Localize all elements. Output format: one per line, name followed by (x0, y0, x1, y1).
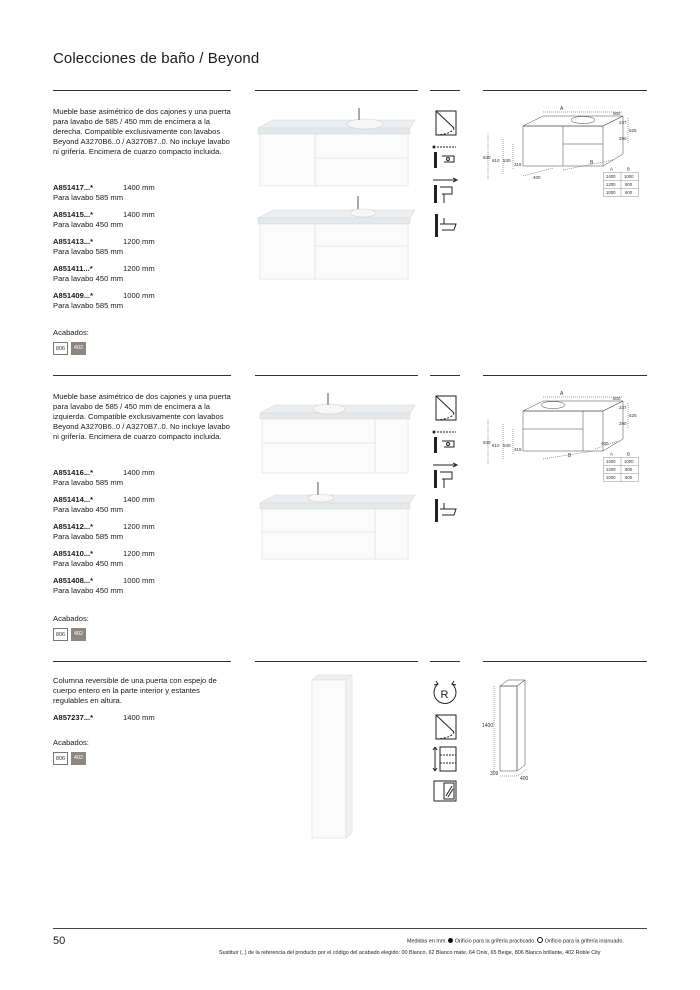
product-size: 1200 mm (123, 549, 155, 558)
filled-circle-icon (448, 938, 453, 943)
product-description: Columna reversible de una puerta con espejo de cuerpo entero en la parte interior y estantes regulables en altura. (53, 676, 217, 705)
product-basin: Para lavabo 585 mm (53, 247, 124, 256)
section-divider (255, 375, 418, 376)
table-head: A (610, 451, 614, 457)
table-cell: 1400 (606, 174, 616, 179)
section-divider (53, 375, 231, 376)
dim-label: 840 (483, 440, 491, 445)
mirror-door-icon (430, 776, 460, 806)
finishes-label: Acabados: (53, 328, 89, 337)
dim-label: 840 (483, 155, 491, 160)
legend-units: Medidas en mm. (407, 938, 447, 945)
tap-hole-icon (430, 427, 460, 457)
dim-label: 1400 (482, 723, 494, 729)
product-row (53, 210, 233, 230)
section-divider (255, 661, 418, 662)
product-size: 1400 mm (123, 210, 155, 219)
reversible-letter: R (440, 689, 449, 701)
adjustable-shelf-icon (430, 744, 460, 774)
page-number: 50 (53, 935, 66, 947)
wall-mount-icon (430, 210, 460, 240)
dimension-table (603, 450, 639, 482)
product-size: 1400 mm (123, 713, 155, 722)
product-size: 1000 mm (123, 576, 155, 585)
table-cell: 1000 (624, 174, 634, 179)
product-code: A857237...* (53, 713, 94, 722)
door-swing-icon (430, 108, 460, 138)
table-head: A (610, 166, 614, 172)
product-row (53, 291, 233, 311)
product-basin: Para lavabo 450 mm (53, 505, 124, 514)
dim-label: 500 (613, 111, 621, 116)
product-code: A851412...* (53, 522, 94, 531)
dim-label: 530 (503, 443, 511, 448)
table-cell: 600 (625, 190, 633, 195)
dim-label: 500 (613, 396, 621, 401)
table-cell: 1400 (606, 459, 616, 464)
product-size: 1200 mm (123, 264, 155, 273)
product-row (53, 549, 233, 569)
product-description: Mueble base asimétrico de dos cajones y una puerta para lavabo de 585 / 450 mm de encimera a la derecha. Compatible exclusivamente con lavabos Beyond A3270B6..0 / A3270B7..0. No incluye lavabo ni grifería. Encimera de cuarzo compacto incluida. (53, 107, 231, 156)
dim-label: 525 (629, 413, 637, 418)
tap-hole-icon (430, 142, 460, 172)
page-title: Colecciones de baño / Beyond (53, 50, 260, 67)
product-size: 1200 mm (123, 522, 155, 531)
table-cell: 800 (625, 467, 633, 472)
product-basin: Para lavabo 450 mm (53, 559, 124, 568)
product-size: 1400 mm (123, 495, 155, 504)
product-code: A851411...* (53, 264, 93, 273)
product-row (53, 264, 233, 284)
dim-label: 400 (601, 441, 609, 446)
table-cell: 1000 (606, 475, 616, 480)
footer-divider (53, 928, 647, 929)
table-cell: 800 (625, 182, 633, 187)
legend-filled: Orificio para la grifería practicado. (454, 938, 536, 945)
dim-label: 400 (520, 776, 529, 782)
finish-swatch-806: 806 (53, 752, 68, 765)
product-code: A851408...* (53, 576, 94, 585)
finishes-label: Acabados: (53, 738, 89, 747)
section-divider (430, 661, 460, 662)
drawer-icon (430, 176, 460, 206)
product-row (53, 237, 233, 257)
product-code: A851409...* (53, 291, 94, 300)
dim-label: 237 (619, 405, 627, 410)
dim-label: B (568, 453, 572, 459)
finish-swatch-402: 402 (71, 628, 86, 641)
column-technical-drawing (470, 670, 560, 790)
dim-label: 309 (490, 771, 499, 777)
section-divider (483, 375, 647, 376)
dim-label: 237 (619, 120, 627, 125)
product-row (53, 576, 233, 596)
product-basin: Para lavabo 585 mm (53, 532, 124, 541)
product-size: 1400 mm (123, 183, 155, 192)
product-basin: Para lavabo 450 mm (53, 586, 124, 595)
table-head: B (627, 166, 631, 172)
table-cell: 1200 (606, 467, 616, 472)
dim-label: 315 (514, 447, 522, 452)
dimension-table (603, 165, 639, 197)
product-code: A851415...* (53, 210, 94, 219)
open-circle-icon (537, 937, 543, 943)
product-basin: Para lavabo 585 mm (53, 193, 124, 202)
dim-label: 400 (533, 175, 541, 180)
door-swing-icon (430, 712, 460, 742)
wall-mount-icon (430, 495, 460, 525)
section-divider (255, 90, 418, 91)
product-size: 1200 mm (123, 237, 155, 246)
dim-label: 290 (619, 421, 627, 426)
product-code: A851413...* (53, 237, 94, 246)
section-divider (430, 90, 460, 91)
product-code: A851414...* (53, 495, 94, 504)
vanity-product-image (255, 100, 420, 285)
product-row (53, 495, 233, 515)
finish-swatch-806: 806 (53, 342, 68, 355)
drawer-icon (430, 461, 460, 491)
product-row (53, 522, 233, 542)
dim-label: 525 (629, 128, 637, 133)
reversible-icon (430, 678, 460, 708)
product-size: 1000 mm (123, 291, 155, 300)
product-row (53, 713, 233, 723)
product-row (53, 183, 233, 203)
dim-label: 315 (514, 162, 522, 167)
door-swing-icon (430, 393, 460, 423)
dim-label: 610 (492, 158, 500, 163)
section-divider (53, 661, 231, 662)
dim-label: B (590, 160, 594, 166)
table-cell: 1200 (606, 182, 616, 187)
product-basin: Para lavabo 450 mm (53, 220, 124, 229)
product-size: 1400 mm (123, 468, 155, 477)
section-divider (430, 375, 460, 376)
table-head: B (627, 451, 631, 457)
footer-legend (407, 937, 624, 945)
product-basin: Para lavabo 585 mm (53, 478, 124, 487)
vanity-product-image (255, 385, 420, 565)
dim-label: A (560, 391, 564, 397)
product-basin: Para lavabo 450 mm (53, 274, 124, 283)
table-cell: 1000 (606, 190, 616, 195)
dim-label: 610 (492, 443, 500, 448)
product-description: Mueble base asimétrico de dos cajones y una puerta para lavabo de 585 / 450 mm de encimera a la izquierda. Compatible exclusivamente con lavabos Beyond A3270B6..0 / A3270B7..0. No incluye lavabo ni grifería. Encimera de cuarzo compacto incluida. (53, 392, 231, 441)
table-cell: 600 (625, 475, 633, 480)
section-divider (483, 90, 647, 91)
finish-swatch-402: 402 (71, 752, 86, 765)
section-divider (53, 90, 231, 91)
finish-swatch-402: 402 (71, 342, 86, 355)
footer-note: Sustituir (..) de la referencia del producto por el código del acabado elegido: 00 Blanco, 62 Blanco mate, 64 Onix, 65 Beige, 806 Blanco brillante, 402 Roble City (219, 950, 601, 956)
table-cell: 1000 (624, 459, 634, 464)
product-code: A851417...* (53, 183, 94, 192)
legend-open: Orificio para la grifería insinuado. (544, 938, 624, 945)
product-basin: Para lavabo 585 mm (53, 301, 124, 310)
product-row (53, 468, 233, 488)
dim-label: A (560, 106, 564, 112)
finish-swatch-806: 806 (53, 628, 68, 641)
product-code: A851410...* (53, 549, 94, 558)
column-product-image (300, 670, 370, 845)
finishes-label: Acabados: (53, 614, 89, 623)
dim-label: 530 (503, 158, 511, 163)
section-divider (483, 661, 647, 662)
product-code: A851416...* (53, 468, 94, 477)
dim-label: 290 (619, 136, 627, 141)
